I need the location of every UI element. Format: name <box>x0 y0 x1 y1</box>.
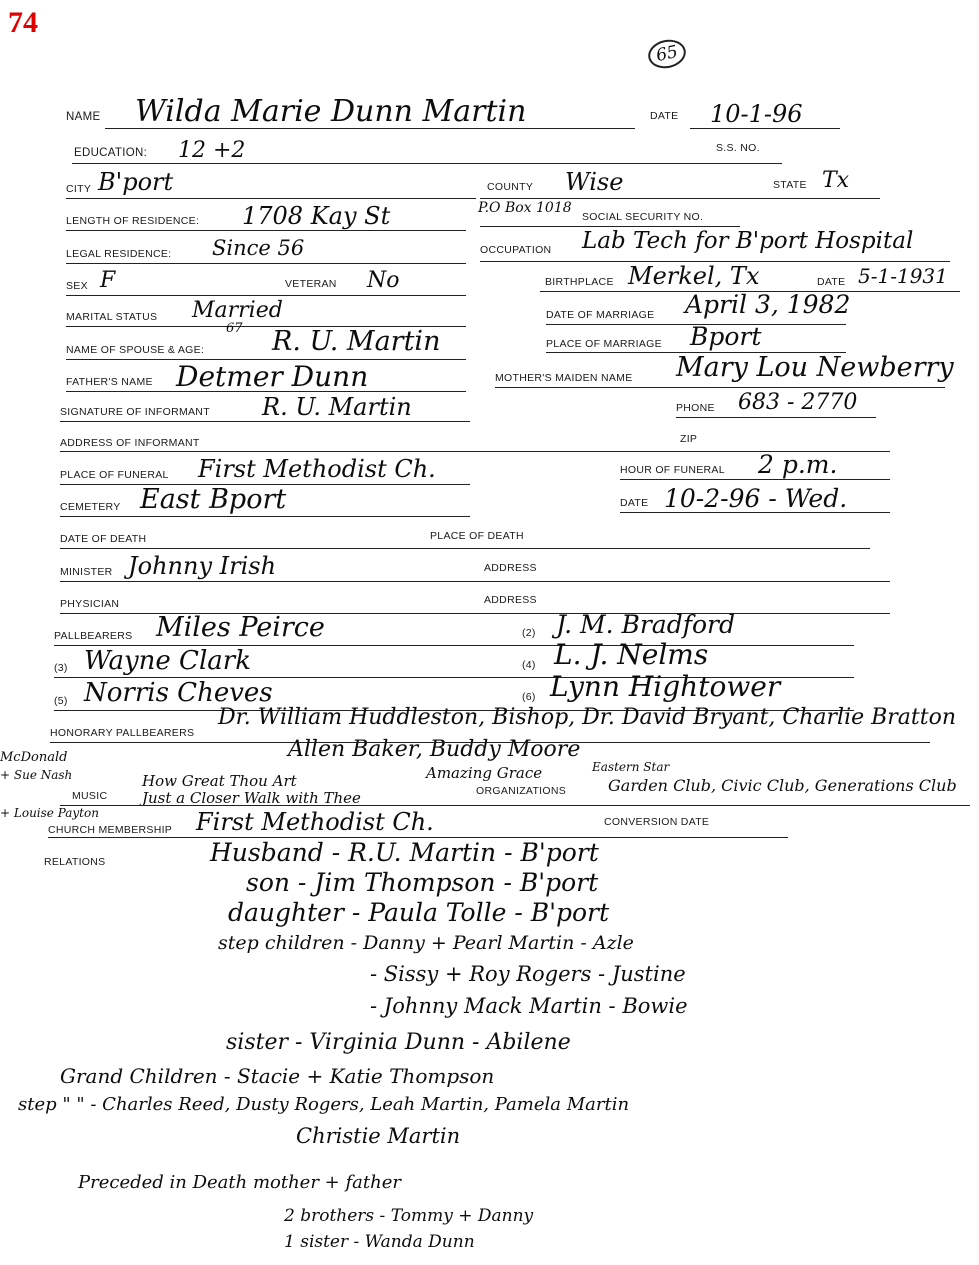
hour-funeral-line <box>620 479 890 480</box>
date-death-label: DATE OF DEATH <box>60 533 147 545</box>
father-value: Detmer Dunn <box>176 360 369 393</box>
hour-funeral-value: 2 p.m. <box>758 450 838 479</box>
informant-signature-value: R. U. Martin <box>262 393 412 421</box>
organizations-value: Garden Club, Civic Club, Generations Club <box>608 776 957 795</box>
relation-line-3: daughter - Paula Tolle - B'port <box>228 898 610 927</box>
pallbearer-2: J. M. Bradford <box>556 610 735 639</box>
length-residence-label: LENGTH OF RESIDENCE: <box>66 215 200 227</box>
place-funeral-value: First Methodist Ch. <box>198 455 436 483</box>
mother-label: MOTHER'S MAIDEN NAME <box>495 372 633 384</box>
po-box: P.O Box 1018 <box>478 200 572 216</box>
preceded-line-1: Preceded in Death mother + father <box>78 1172 401 1193</box>
circled-number: 65 <box>646 36 689 71</box>
physician-label: PHYSICIAN <box>60 598 120 610</box>
music-note-3: + Louise Payton <box>0 806 99 820</box>
veteran-label: VETERAN <box>285 278 337 290</box>
date-marriage-value: April 3, 1982 <box>685 290 851 319</box>
veteran-value: No <box>367 268 400 293</box>
pallbearer-2-num: (2) <box>522 627 536 639</box>
pallbearer-3: Wayne Clark <box>84 646 251 676</box>
mother-line <box>495 387 945 388</box>
cemetery-label: CEMETERY <box>60 501 121 513</box>
relation-line-2: son - Jim Thompson - B'port <box>246 868 599 897</box>
preceded-line-3: 1 sister - Wanda Dunn <box>284 1232 475 1252</box>
mother-value: Mary Lou Newberry <box>676 352 954 383</box>
informant-signature-label: SIGNATURE OF INFORMANT <box>60 406 210 418</box>
pallbearer-6: Lynn Hightower <box>550 670 781 703</box>
music-line <box>60 805 970 806</box>
city-value: B'port <box>98 168 174 196</box>
marital-status-label: MARITAL STATUS <box>66 311 158 323</box>
relations-label: RELATIONS <box>44 856 106 868</box>
sex-value: F <box>100 268 116 293</box>
relation-line-4: step children - Danny + Pearl Martin - Azle <box>218 932 634 954</box>
music-label: MUSIC <box>72 790 108 802</box>
cemetery-value: East Bport <box>140 484 287 515</box>
funeral-date-line <box>620 512 890 513</box>
hour-funeral-label: HOUR OF FUNERAL <box>620 464 725 476</box>
minister-line <box>60 581 890 582</box>
relation-line-10: Christie Martin <box>296 1124 461 1148</box>
music-song-3: Amazing Grace <box>426 764 543 782</box>
minister-address-label: ADDRESS <box>484 562 537 574</box>
pallbearer-4: L. J. Nelms <box>554 638 709 671</box>
marital-status-value: Married <box>192 298 283 323</box>
father-label: FATHER'S NAME <box>66 376 153 388</box>
preceded-line-2: 2 brothers - Tommy + Danny <box>284 1206 534 1226</box>
pallbearers-label: PALLBEARERS <box>54 630 133 642</box>
cemetery-line <box>60 516 470 517</box>
funeral-date-value: 10-2-96 - Wed. <box>664 484 848 513</box>
birthplace-value: Merkel, Tx <box>628 262 760 290</box>
spouse-age: 67 <box>226 321 243 336</box>
legal-residence-value: Since 56 <box>212 236 305 260</box>
phone-line <box>676 417 876 418</box>
date-label: DATE <box>650 110 679 122</box>
state-label: STATE <box>773 179 807 191</box>
pallbearer-1: Miles Peirce <box>156 612 325 643</box>
church-membership-label: CHURCH MEMBERSHIP <box>48 824 173 836</box>
music-note-2: + Sue Nash <box>0 768 73 782</box>
date-marriage-label: DATE OF MARRIAGE <box>546 309 655 321</box>
physician-address-label: ADDRESS <box>484 594 537 606</box>
birthdate-value: 5-1-1931 <box>858 264 948 288</box>
pallbearer-6-num: (6) <box>522 691 536 703</box>
organizations-label: ORGANIZATIONS <box>476 785 567 797</box>
father-line <box>66 391 466 392</box>
conversion-date-label: CONVERSION DATE <box>604 816 710 828</box>
occupation-label: OCCUPATION <box>480 244 552 256</box>
page-number: 74 <box>8 6 38 39</box>
county-line <box>480 198 880 199</box>
honorary-pallbearers-line <box>50 742 930 743</box>
spouse-value: R. U. Martin <box>272 326 441 357</box>
funeral-date-label: DATE <box>620 497 649 509</box>
music-song-2: Just a Closer Walk with Thee <box>142 789 361 807</box>
zip-label: ZIP <box>680 433 698 445</box>
county-value: Wise <box>565 168 624 196</box>
ssno-label: S.S. NO. <box>716 142 760 154</box>
minister-label: MINISTER <box>60 566 113 578</box>
honorary-pallbearers-line1: Dr. William Huddleston, Bishop, Dr. David Bryant, Charlie Bratton <box>218 705 957 730</box>
birthplace-label: BIRTHPLACE <box>545 276 614 288</box>
relation-line-7: sister - Virginia Dunn - Abilene <box>226 1030 571 1055</box>
length-residence-line <box>66 230 466 231</box>
state-value: Tx <box>822 168 850 193</box>
relation-line-1: Husband - R.U. Martin - B'port <box>210 838 599 867</box>
informant-address-label: ADDRESS OF INFORMANT <box>60 437 200 449</box>
music-note-1: McDonald <box>0 750 68 765</box>
place-funeral-label: PLACE OF FUNERAL <box>60 469 169 481</box>
informant-signature-line <box>60 421 470 422</box>
birthdate-label: DATE <box>817 276 846 288</box>
education-value: 12 +2 <box>178 138 246 163</box>
place-marriage-value: Bport <box>690 322 762 351</box>
eastern-star: Eastern Star <box>592 760 670 774</box>
place-marriage-label: PLACE OF MARRIAGE <box>546 338 662 350</box>
honorary-pallbearers-label: HONORARY PALLBEARERS <box>50 727 195 739</box>
ssn-label: SOCIAL SECURITY NO. <box>582 211 704 223</box>
sex-label: SEX <box>66 280 88 292</box>
spouse-label: NAME OF SPOUSE & AGE: <box>66 344 205 356</box>
phone-label: PHONE <box>676 402 715 414</box>
pallbearer-5-num: (5) <box>54 695 68 707</box>
sex-line <box>66 295 466 296</box>
honorary-pallbearers-line2: Allen Baker, Buddy Moore <box>288 737 581 762</box>
county-label: COUNTY <box>487 181 534 193</box>
name-value: Wilda Marie Dunn Martin <box>135 94 527 129</box>
phone-value: 683 - 2770 <box>738 390 858 415</box>
length-residence-value: 1708 Kay St <box>242 202 391 230</box>
place-death-label: PLACE OF DEATH <box>430 530 524 542</box>
relation-line-6: - Johnny Mack Martin - Bowie <box>370 994 688 1018</box>
education-label: EDUCATION: <box>74 147 148 159</box>
pallbearer-5: Norris Cheves <box>84 678 273 708</box>
relation-line-9: step " " - Charles Reed, Dusty Rogers, Leah Martin, Pamela Martin <box>18 1094 630 1115</box>
minister-value: Johnny Irish <box>128 552 277 580</box>
legal-residence-label: LEGAL RESIDENCE: <box>66 248 172 260</box>
occupation-value: Lab Tech for B'port Hospital <box>582 228 914 254</box>
music-song-1: How Great Thou Art <box>142 772 297 790</box>
name-label: NAME <box>66 111 101 123</box>
date-line <box>690 128 840 129</box>
relation-line-8: Grand Children - Stacie + Katie Thompson <box>60 1064 495 1088</box>
pallbearer-4-num: (4) <box>522 659 536 671</box>
church-membership-value: First Methodist Ch. <box>196 808 434 836</box>
pallbearer-3-num: (3) <box>54 662 68 674</box>
relation-line-5: - Sissy + Roy Rogers - Justine <box>370 962 686 986</box>
city-line <box>66 198 476 199</box>
ssn-line <box>480 226 740 227</box>
date-value: 10-1-96 <box>710 100 803 128</box>
name-line <box>105 128 635 129</box>
death-line <box>60 548 870 549</box>
education-line <box>72 163 782 164</box>
city-label: CITY <box>66 183 92 195</box>
legal-residence-line <box>66 263 466 264</box>
